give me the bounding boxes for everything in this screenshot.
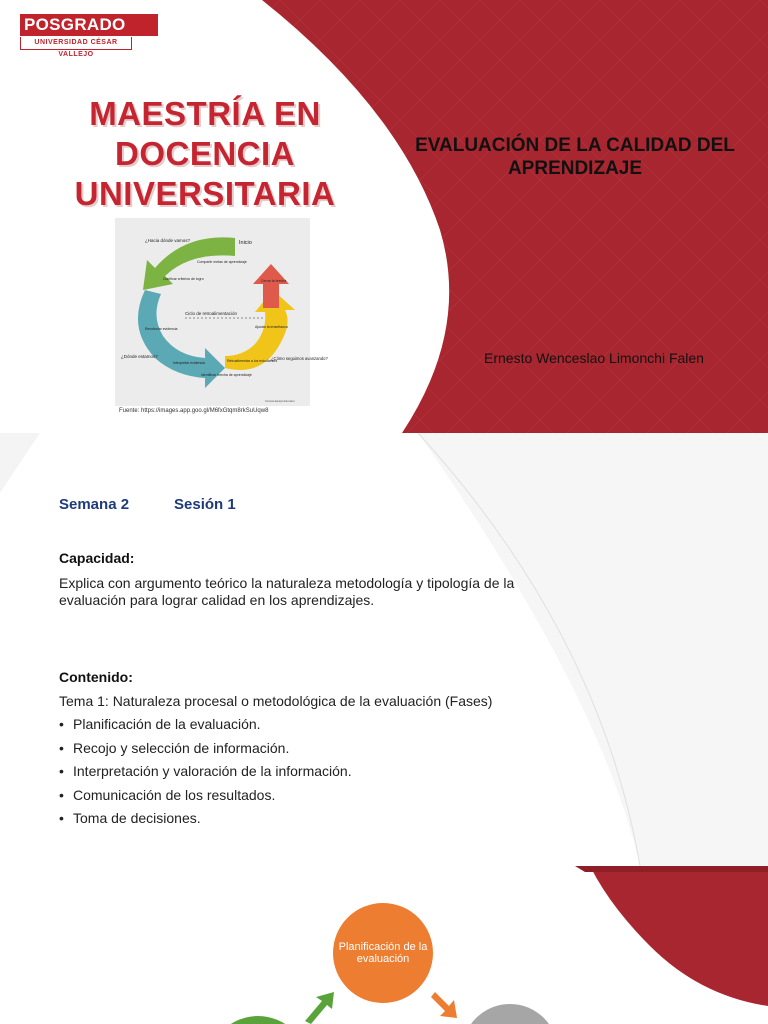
cycle-label-where-are: ¿Dónde estamos? — [121, 354, 158, 359]
cycle-label-gap: Identificar brecha de aprendizaje — [201, 373, 252, 377]
list-item — [59, 740, 352, 764]
list-item — [59, 787, 352, 811]
capacity-heading: Capacidad: — [59, 550, 135, 566]
list-item-text: Planificación de la evaluación. — [73, 716, 261, 732]
cycle-label-collect: Recolectar evidencia — [145, 327, 178, 331]
content-heading: Contenido: — [59, 669, 133, 685]
feedback-cycle-image — [115, 218, 328, 406]
university-name: UNIVERSIDAD CÉSAR VALLEJO — [20, 37, 132, 50]
week-label: Semana 2 — [59, 496, 130, 513]
bullet: • — [59, 763, 64, 780]
planning-circle: Planificación de la evaluación — [333, 903, 433, 1003]
bullet: • — [59, 739, 64, 756]
list-item-text: Toma de decisiones. — [73, 810, 201, 827]
bullet: • — [59, 716, 64, 732]
phase-list — [59, 716, 352, 834]
list-item-text: Recojo y selección de información. — [73, 739, 290, 756]
cycle-label-start: Inicio — [239, 240, 252, 246]
cycle-label-interpret: Interpretar evidencia — [173, 361, 205, 365]
author-name: Ernesto Wenceslao Limonchi Falen — [484, 350, 704, 366]
list-item-text: Comunicación de los resultados. — [73, 786, 276, 803]
cycle-label-close-gap: Cerrar la brecha — [261, 279, 287, 283]
orange-arrow-icon — [431, 992, 457, 1018]
image-source: Fuente: https://images.app.goo.gl/M6fxGtqm8rkSuUqw8 — [119, 408, 269, 414]
capacity-text: Explica con argumento teórico la naturaleza metodología y tipología de la evaluación para lograr calidad en los aprendizajes. — [59, 575, 515, 608]
posgrado-logo: POSGRADO — [20, 14, 158, 36]
list-item — [59, 763, 352, 787]
cycle-label-clarify: Clarificar criterios de logro — [163, 277, 204, 281]
list-item — [59, 810, 352, 834]
cycle-label-share-goals: Compartir metas de aprendizaje — [197, 260, 247, 264]
program-title: MAESTRÍA EN DOCENCIA UNIVERSITARIA — [74, 95, 336, 212]
green-arrow-icon — [305, 992, 334, 1024]
topic-text: Tema 1: Naturaleza procesal o metodológica de la evaluación (Fases) — [59, 693, 493, 709]
session-label: Sesión 1 — [174, 496, 236, 513]
cycle-credit: Cortesía Equipo Educativo — [265, 400, 295, 403]
cycle-label-how-advance: ¿Cómo seguimos avanzando? — [271, 356, 328, 361]
bullet: • — [59, 786, 64, 803]
cycle-label-where-going: ¿Hacia dónde vamos? — [145, 238, 191, 243]
slide-1-title — [0, 0, 768, 433]
bullet: • — [59, 810, 64, 827]
cycle-label-feedback-students: Retroalimentar a los estudiantes — [227, 359, 278, 363]
green-circle — [208, 1016, 308, 1024]
cycle-label-feedback: Ciclo de retroalimentación — [185, 311, 238, 316]
cycle-label-adjust: Ajustar la enseñanza — [255, 325, 288, 329]
list-item-text: Interpretación y valoración de la información. — [73, 763, 352, 780]
course-title: EVALUACIÓN DE LA CALIDAD DEL APRENDIZAJE — [415, 135, 735, 179]
list-item — [59, 716, 352, 740]
gray-circle — [462, 1004, 558, 1024]
